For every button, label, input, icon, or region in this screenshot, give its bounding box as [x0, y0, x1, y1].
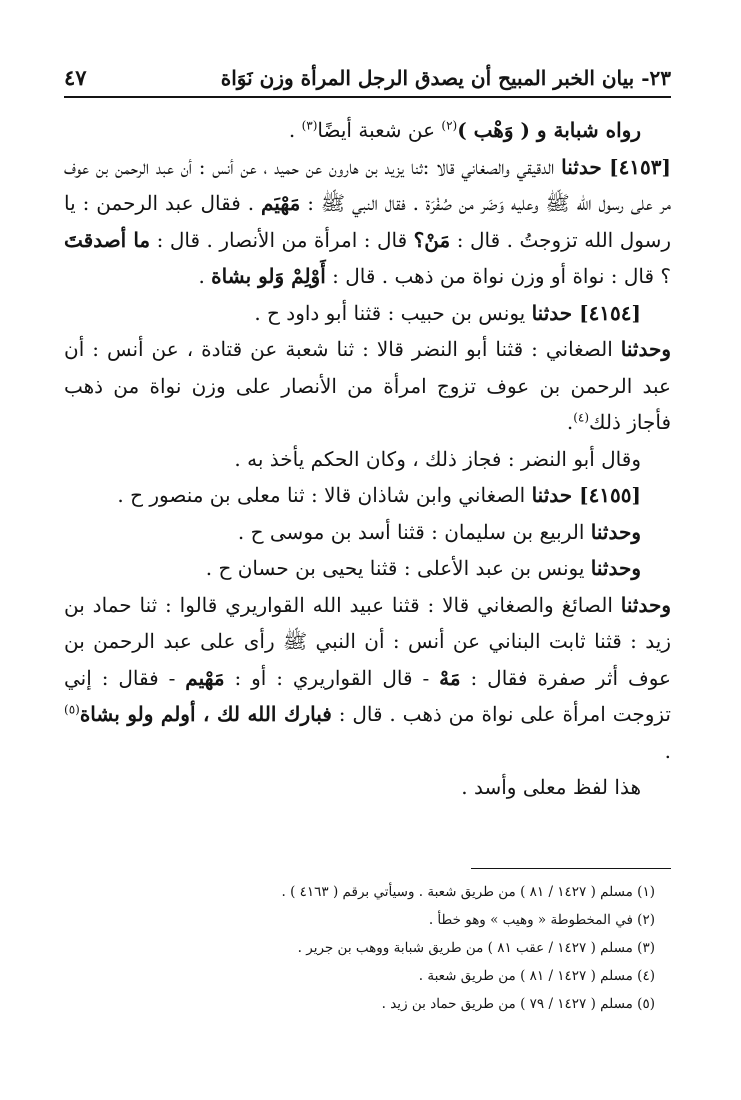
- bold-text: مَهْيم: [185, 665, 225, 690]
- footnote-ref: (٥): [64, 702, 80, 717]
- footnote: (٥) مسلم ( ١٤٢٧ / ٧٩ ) من طريق حماد بن زيد .: [381, 996, 655, 1012]
- text-run: يونس بن حبيب : قثنا أبو داود ح .: [254, 300, 532, 325]
- bold-text: فبارك الله لك ، أولم ولو بشاة: [79, 702, 332, 726]
- bold-text: [٤١٥٣] حدثنا: [561, 154, 671, 179]
- bold-text: مَهْيَم: [261, 191, 301, 215]
- footnote: (١) مسلم ( ١٤٢٧ / ٨١ ) من طريق شعبة . وسيأتي برقم ( ٤١٦٣ ) .: [281, 884, 655, 900]
- footnote: (٢) في المخطوطة « وهيب » وهو خطأ .: [428, 912, 655, 928]
- text-run: عن شعبة أيضًا: [317, 118, 442, 142]
- footnote: (٣) مسلم ( ١٤٢٧ / عقب ٨١ ) من طريق شبابة ووهب بن جرير .: [297, 940, 655, 956]
- paragraph: [64, 295, 671, 332]
- page-header: [64, 56, 671, 98]
- paragraph: [64, 477, 671, 514]
- paragraph: [64, 331, 671, 441]
- text-run: .: [288, 118, 302, 142]
- footnote: (٤) مسلم ( ١٤٢٧ / ٨١ ) من طريق شعبة .: [418, 968, 655, 984]
- bold-text: مَنْ؟: [413, 227, 451, 252]
- text-run: الدقيقي والصغاني قالا :ثنا يزيد بن هارون عن حميد ، عن أنس : أن عبد الرحمن بن عوف مر على رسول الله ﷺ وعليه وَضَر من صُفْرَة . فقال النبي ﷺ :: [64, 154, 671, 215]
- footnote-separator: [471, 868, 671, 869]
- text-run: .: [664, 738, 671, 763]
- bold-text: أَوْلِمْ وَلو بشاة: [211, 264, 326, 288]
- paragraph: [64, 550, 671, 587]
- footnote-ref: (٢): [441, 118, 458, 133]
- text-run: - فقال : إني تزوجت امرأة على نواة من ذهب . قال :: [64, 665, 671, 726]
- bold-text: وحدثنا: [620, 337, 671, 361]
- bold-text: وحدثنا: [620, 592, 671, 617]
- bold-text: وحدثنا: [590, 519, 641, 544]
- text-run: .: [198, 264, 212, 288]
- footnotes: [64, 878, 655, 1018]
- text-run: يونس بن عبد الأعلى : قثنا يحيى بن حسان ح .: [205, 556, 591, 580]
- text-run: وقال أبو النضر : فجاز ذلك ، وكان الحكم يأخذ به .: [234, 446, 641, 471]
- footnote-ref: (٤): [573, 410, 590, 425]
- chapter-title: ٢٣- بيان الخبر المبيح أن يصدق الرجل المرأة وزن نَوَاة: [220, 66, 671, 90]
- bold-text: [٤١٥٥] حدثنا: [531, 483, 641, 507]
- bold-text: رواه شبابة و ( وَهْب ): [457, 118, 641, 142]
- text-run: ؟ قال : نواة أو وزن نواة من ذهب . قال :: [325, 264, 671, 288]
- paragraph: [64, 441, 671, 478]
- text-run: قال : امرأة من الأنصار . قال :: [150, 227, 414, 252]
- page-number: ٤٧: [64, 65, 87, 90]
- text-run: هذا لفظ معلى وأسد .: [461, 775, 641, 799]
- text-run: الربيع بن سليمان : قثنا أسد بن موسى ح .: [237, 519, 591, 544]
- footnote-ref: (٣): [301, 118, 318, 133]
- text-run: الصغاني : قثنا أبو النضر قالا : ثنا شعبة عن قتادة ، عن أنس : أن عبد الرحمن بن عوف تزوج امرأة من الأنصار على وزن نواة من ذهب فأجاز ذلك: [64, 337, 671, 434]
- bold-text: وحدثنا: [590, 556, 641, 580]
- main-text: [64, 112, 671, 806]
- text-run: . فقال عبد الرحمن : يا رسول الله تزوجتُ . قال :: [64, 191, 671, 252]
- paragraph: [64, 769, 671, 806]
- paragraph: [64, 587, 671, 770]
- text-run: الصائغ والصغاني قالا : قثنا عبيد الله القواريري قالوا : ثنا حماد بن زيد : قثنا ثابت البناني عن أنس : أن النبي ﷺ رأى على عبد الرحمن بن عوف أثر صفرة فقال :: [64, 592, 671, 690]
- text-run: الصغاني وابن شاذان قالا : ثنا معلى بن منصور ح .: [117, 483, 532, 507]
- paragraph: [64, 149, 671, 295]
- bold-text: مَهْ: [439, 665, 461, 690]
- paragraph: [64, 514, 671, 551]
- bold-text: ما أصدقتَ: [64, 227, 151, 252]
- text-run: .: [566, 410, 574, 434]
- paragraph: [64, 112, 671, 149]
- text-run: - قال القواريري : أو :: [224, 665, 440, 690]
- bold-text: [٤١٥٤] حدثنا: [531, 300, 641, 325]
